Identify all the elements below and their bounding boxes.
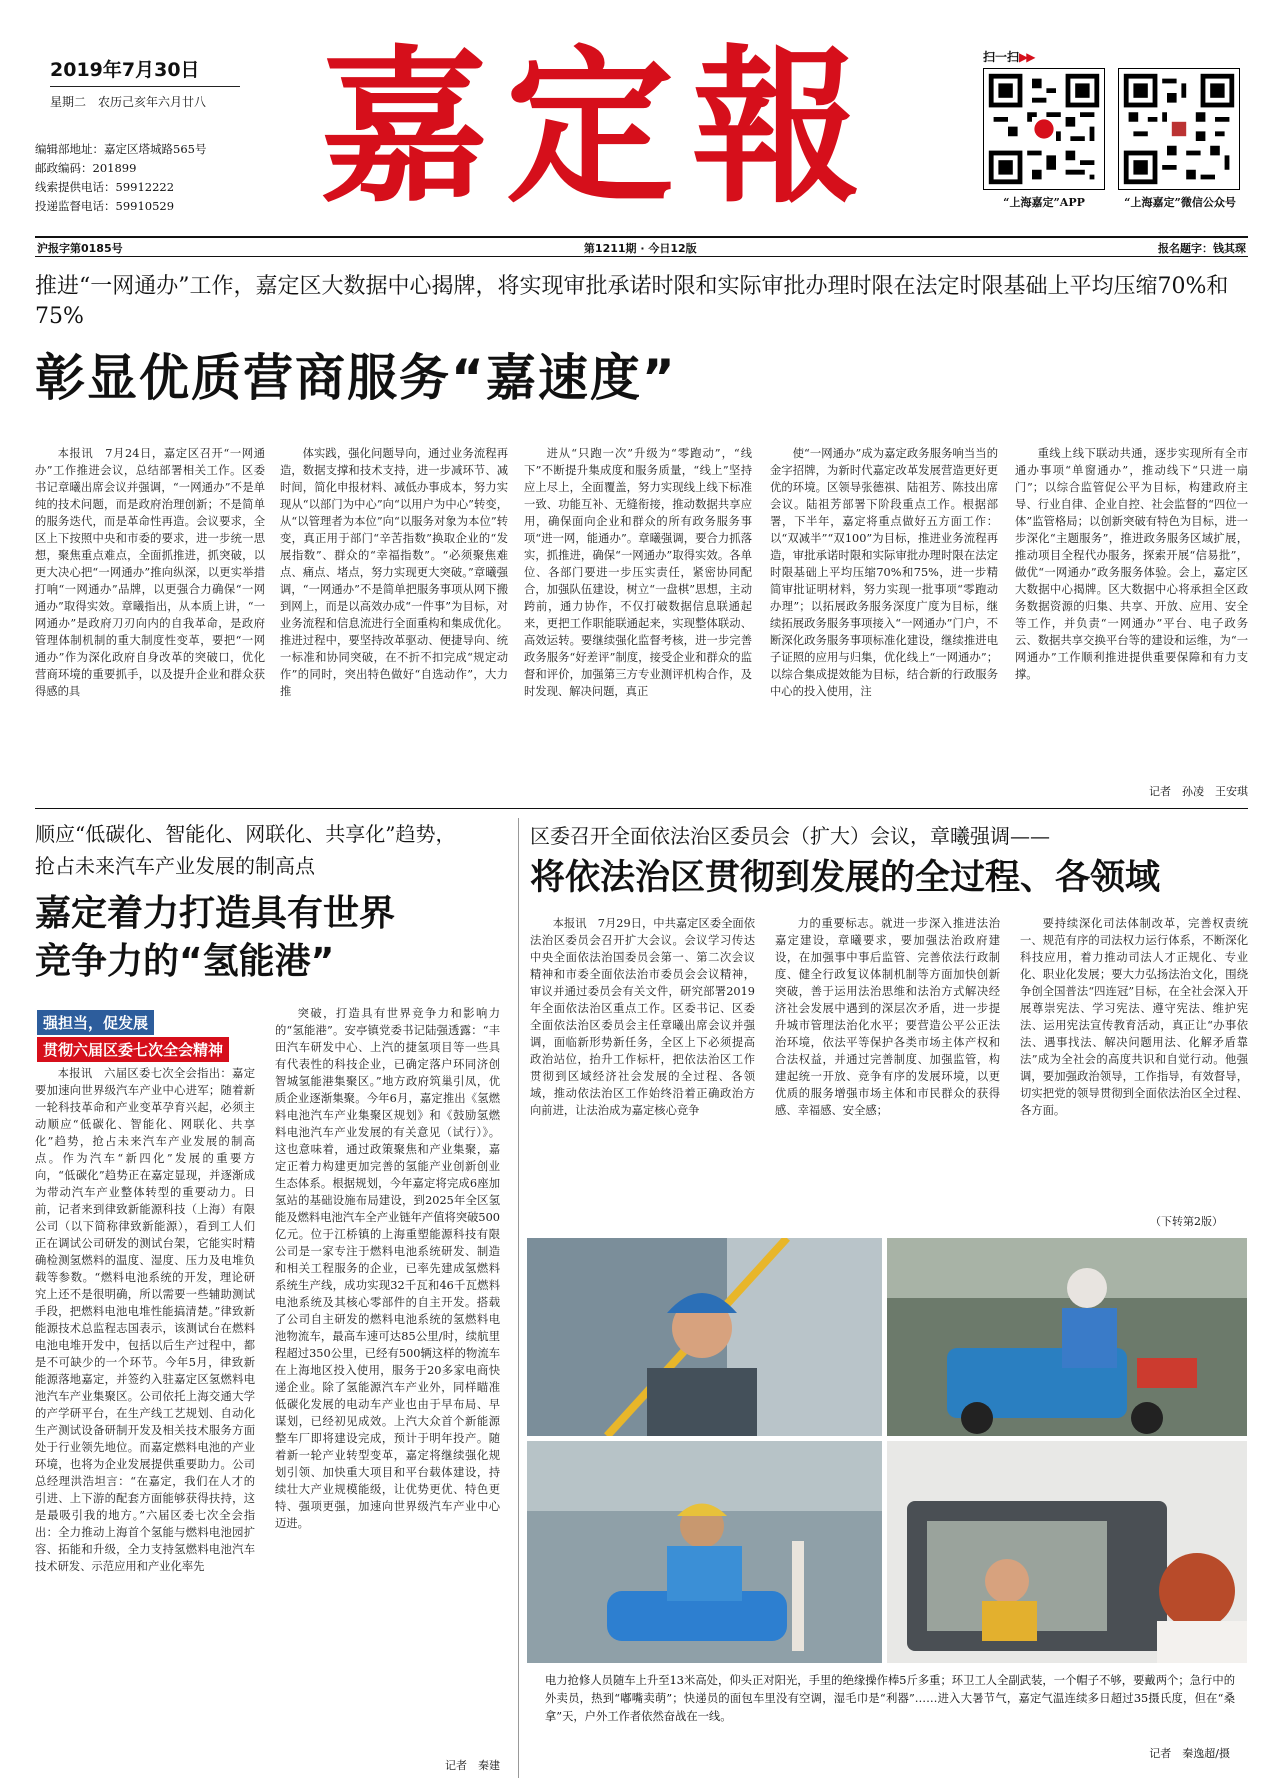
- law-headline: 将依法治区贯彻到发展的全过程、各领域: [530, 858, 1161, 898]
- photo-caption: 电力抢修人员随车上升至13米高处，仰头正对阳光，手里的绝缘操作棒5斤多重；环卫工人全副武装，一个帽子不够，要戴两个；急行中的外卖员，热到“嘟嘴卖萌”；快递员的面包车里没有空调，湿毛巾是“利器”……进入大暑节气，嘉定气温连续多日超过35摄氏度，但在“桑拿”天，户外工作者依然奋战在一线。: [545, 1674, 1235, 1723]
- photo-sanitation-worker: [887, 1238, 1247, 1436]
- paragraph: 重线上线下联动共通，逐步实现所有全市通办事项“单窗通办”，推动线下“只进一扇门”；以综合监管促公平为目标，构建政府主导、行业自律、企业自控、社会监督的“四位一体”监管格局；以创新突破有特色为目标，进一步深化“主题服务”，推进政务服务区域扩展，推动项目全程代办服务，探索开展“信易批”，做优“一网通办”政务服务体验。会上，嘉定区大数据中心揭牌。区大数据中心将承担全区政务数据资源的归集、共享、开放、应用、安全等工作，并负责“一网通办”平台、电子政务云、数据共享交换平台等的建设和运维，为“一网通办”工作顺利推进提供重要保障和有力支撑。: [1015, 447, 1248, 681]
- masthead-logo: 嘉定報: [320, 28, 878, 226]
- scan-label: 扫一扫: [983, 50, 1020, 64]
- kicker-line: 顺应“低碳化、智能化、网联化、共享化”趋势，: [35, 822, 456, 846]
- qr-wechat-caption: “上海嘉定”微信公众号: [1124, 196, 1236, 209]
- qr-app-caption: “上海嘉定”APP: [1003, 196, 1085, 209]
- lead-kicker: 推进“一网通办”工作，嘉定区大数据中心揭牌，将实现审批承诺时限和实际审批办理时限在法定时限基础上平均压缩70%和75%: [35, 274, 1229, 329]
- photo-illustration: [527, 1441, 882, 1663]
- info-line: 邮政编码：201899: [35, 161, 137, 175]
- hydrogen-column: [275, 1005, 500, 1750]
- lead-column: [280, 445, 508, 785]
- paragraph: 本报讯 7月24日，嘉定区召开“一网通办”工作推进会议，总结部署相关工作。区委书记章曦出席会议并强调，“一网通办”不是单纯的技术问题，而是政府治理创新；不是简单的服务迭代，而是革命性再造。会议要求，全区上下按照中央和市委的要求，进一步统一思想，聚焦重点难点，全面抓推进，抓突破，以更大决心把“一网通办”推向纵深，以更实举措打响“一网通办”品牌，以更强合力确保“一网通办”取得实效。章曦指出，从本质上讲，“一网通办”是政府刀刃向内的自我革命，是政府管理体制机制的重大制度性变革，要把“一网通办”作为深化政府自身改革的突破口，优化营商环境的重要抓手，以及提升企业和群众获得感的具: [35, 447, 265, 698]
- info-line: 线索提供电话：59912222: [35, 180, 175, 194]
- law-column: [1020, 915, 1248, 1210]
- hydrogen-byline: 记者 秦建: [445, 1759, 500, 1772]
- divider: [35, 808, 1248, 809]
- photo-byline: 记者 秦逸超/摄: [1149, 1747, 1230, 1760]
- paragraph: 本报讯 7月29日，中共嘉定区委全面依法治区委员会召开扩大会议。会议学习传达中央全面依法治国委员会第一、第二次会议精神和市委全面依法治市委员会会议精神，审议并通过委员会有关文件，研究部署2019年全面依法治区重点工作。区委书记、区委全面依法治区委员会主任章曦出席会议并强调，面临新形势新任务，全区上下必须提高政治站位，抬升工作标杆，把依法治区工作贯彻到区域经济社会发展的全过程、各领域，推动依法治区工作始终沿着正确政治方向前进，让法治成为嘉定核心竞争: [530, 917, 755, 1117]
- law-column: [530, 915, 755, 1225]
- lead-byline: 记者 孙凌 王安琪: [1149, 785, 1248, 798]
- lead-column: [524, 445, 752, 785]
- hydrogen-column: [35, 1065, 255, 1765]
- continued-note: （下转第2版）: [1150, 1215, 1223, 1228]
- hydrogen-headline: [35, 890, 395, 986]
- paragraph: 体实践，强化问题导向，通过业务流程再造，数据支撑和技术支持，进一步减环节、减时间，简化申报材料、减低办事成本，努力实现从“以部门为中心”向“以用户为中心”转变，从“以管理者为本位”向“以服务对象为本位”转变，真正用于部门“辛苦指数”换取企业的“发展指数”、群众的“幸福指数”。“必须聚焦难点、痛点、堵点，努力实现更大突破。”章曦强调，“一网通办”不是简单把服务事项从网下搬到网上，而是以高效办成“一件事”为目标，对业务流程和信息流进行全面重构和集成优化。推进过程中，要坚持改革驱动、便捷导向、统一标准和协同突破，在不折不扣完成“规定动作”的同时，突出特色做好“自选动作”，大力推: [280, 447, 508, 698]
- qr-wechat[interactable]: [1118, 68, 1240, 194]
- hydrogen-kicker: [35, 818, 455, 882]
- qr-code-icon: [983, 68, 1105, 190]
- headline-line: 竞争力的“氢能港”: [35, 941, 335, 982]
- info-line: 投递监督电话：59910529: [35, 199, 175, 213]
- section-tag: 强担当，促发展: [37, 1010, 154, 1035]
- paragraph: 本报讯 六届区委七次全会指出：嘉定要加速向世界级汽车产业中心进军；随着新一轮科技革命和产业变革孕育兴起，必须主动顺应“低碳化、智能化、网联化、共享化”趋势，抢占未来汽车产业发展的制高点。作为汽车“新四化”发展的重要方向，“低碳化”趋势正在嘉定显现，并逐渐成为带动汽车产业整体转型的重要动力。日前，记者来到律致新能源科技（上海）有限公司（以下简称律致新能源），看到工人们正在调试公司研发的测试台架，它能实时精确检测氢燃料的温度、湿度、压力及电堆负载等参数。“燃料电池系统的开发，理论研究上还不是很明确，所以需要一些辅助测试手段，把燃料电池电堆性能搞清楚。”律致新能源技术总监程志国表示，该测试台在燃料电池电堆开发中，包括以后生产过程中，都是不可缺少的一个环节。今年5月，律致新能源落地嘉定，并签约入驻嘉定区氢燃料电池汽车产业集聚区。公司依托上海交通大学的产学研平台，在生产线工艺规划、自动化生产测试设备研制开发及相关技术服务方面处于行业领先地位。而嘉定燃料电池的产业环境，也将为企业发展提供重要助力。公司总经理洪浩坦言：“在嘉定，我们在人才的引进、上下游的配套方面能够获得扶持，这是最吸引我的地方。”六届区委七次全会指出：全力推动上海首个氢能与燃料电池园扩容、拓能和升级，全力支持氢燃料电池汽车技术研发、示范应用和产业化率先: [35, 1067, 255, 1573]
- scan-prompt: [983, 48, 1033, 65]
- qr-app[interactable]: [983, 68, 1105, 194]
- divider: [518, 818, 519, 1778]
- paragraph: 突破，打造具有世界竞争力和影响力的“氢能港”。安亭镇党委书记陆强透露：“丰田汽车研发中心、上汽的捷氢项目等一些具有代表性的科技企业，已确定落户环同济创智城氢能港集聚区。”地方政府筑巢引凤，优质企业逐渐集聚。今年6月，嘉定推出《氢燃料电池汽车产业集聚区规划》和《鼓励氢燃料电池汽车产业发展的有关意见（试行）》。这也意味着，通过政策聚焦和产业集聚，嘉定正着力构建更加完善的氢能产业创新创业生态体系。根据规划，今年嘉定将完成6座加氢站的基础设施布局建设，到2025年全区氢能及燃料电池汽车全产业链年产值将突破500亿元。位于江桥镇的上海重塑能源科技有限公司是一家专注于燃料电池系统研发、制造和相关工程服务的企业，已率先建成氢燃料系统生产线，成功实现32千瓦和46千瓦燃料电池系统及其核心零部件的自主开发。搭载了公司自主研发的燃料电池系统的氢燃料电池物流车，最高车速可达85公里/时，续航里程超过350公里，已经有500辆这样的物流车在上海地区投入使用，服务于20多家电商快递企业。除了氢能源汽车产业外，同样瞄准低碳化发展的电动车产业也由于早布局、早谋划，已经初见成效。上汽大众首个新能源整车厂即将建设完成，预计于明年投产。随着新一轮产业转型变革，嘉定将继续强化规划引领、加快重大项目和平台载体建设，持续壮大产业规模能级，让优势更优、特色更特、强项更强，加速向世界级汽车产业中心迈进。: [275, 1007, 500, 1530]
- lead-column: [770, 445, 998, 785]
- contact-info: [35, 140, 206, 216]
- paragraph: 力的重要标志。就进一步深入推进法治嘉定建设，章曦要求，要加强法治政府建设，在加强事中事后监管、完善依法行政制度、健全行政复议体制机制等方面加快创新突破，善于运用法治思维和法治方式解决经济社会发展中遇到的深层次矛盾，进一步提升城市管理法治化水平；要营造公平公正法治环境，依法平等保护各类市场主体产权和合法权益，并通过完善制度、加强监管，构建起统一开放、竞争有序的发展环境，以更优质的服务增强市场主体和市民群众的获得感、幸福感、安全感；: [775, 917, 1000, 1117]
- issue-number: 第1211期 · 今日12版: [583, 242, 697, 255]
- title-calligraphy-credit: 报名题字：钱其琛: [1157, 242, 1246, 255]
- photo-illustration: [527, 1238, 882, 1436]
- paragraph: 进从“只跑一次”升级为“零跑动”，“线下”不断提升集成度和服务质量，“线上”坚持应上尽上，全面覆盖，努力实现线上线下标准一致、功能互补、无缝衔接，推动数据共享应用，确保面向企业和群众的所有政务服务事项“进一网，能通办”。章曦强调，要合力抓落实，抓推进，确保“一网通办”取得实效。各单位、各部门要进一步压实责任，紧密协同配合，加强队伍建设，树立“一盘棋”思想，主动跨前，通力协作，不仅打破数据信息联通起来，更把工作职能联通起来，实现整体联动、高效运转。要继续强化监督考核，进一步完善政务服务“好差评”制度，接受企业和群众的监督和评价，加强第三方专业测评机构合作，及时发现、解决问题，真正: [524, 447, 752, 698]
- paragraph: 要持续深化司法体制改革，完善权责统一、规范有序的司法权力运行体系，不断深化科技应用，着力推动司法人才正规化、专业化、职业化发展；要大力弘扬法治文化，围绕争创全国普法“四连冠”目标，在全社会深入开展尊崇宪法、学习宪法、遵守宪法、维护宪法、运用宪法宣传教育活动，真正让“办事依法、遇事找法、解决问题用法、化解矛盾靠法”成为全社会的高度共识和自觉行动。他强调，要加强政治领导，工作指导，有效督导，切实把党的领导贯彻到全面依法治区全过程、各方面。: [1020, 917, 1248, 1117]
- issue-bar: [35, 240, 1248, 256]
- photo-illustration: [887, 1238, 1247, 1436]
- issue-date: 2019年7月30日: [50, 59, 200, 81]
- license-number: 沪报字第0185号: [37, 242, 123, 255]
- kicker-line: 抢占未来汽车产业发展的制高点: [35, 854, 315, 878]
- headline-line: 嘉定着力打造具有世界: [35, 893, 396, 934]
- divider: [35, 256, 1248, 257]
- lead-column: [35, 445, 265, 785]
- weekday-lunar: 星期二 农历己亥年六月廿八: [50, 86, 240, 110]
- photo-delivery-rider: [527, 1441, 882, 1663]
- lead-column: [1015, 445, 1248, 775]
- arrow-icon: ▶▶: [1019, 50, 1034, 64]
- lead-headline: 彰显优质营商服务“嘉速度”: [35, 349, 677, 407]
- photo-power-repair: [527, 1238, 882, 1436]
- photo-illustration: [887, 1441, 1247, 1663]
- qr-code-icon: [1118, 68, 1240, 190]
- divider: [35, 236, 1248, 238]
- section-tag: 贯彻六届区委七次全会精神: [37, 1037, 229, 1062]
- law-kicker: 区委召开全面依法治区委员会（扩大）会议，章曦强调——: [530, 824, 1050, 848]
- law-column: [775, 915, 1000, 1225]
- paragraph: 使“一网通办”成为嘉定政务服务响当当的金字招牌，为新时代嘉定改革发展营造更好更优的环境。区领导张德祺、陆祖芳、陈技出席会议。陆祖芳部署下阶段重点工作。根据部署，下半年，嘉定将重点做好五方面工作：以“双减半”“双100”为目标，推进业务流程再造，审批承诺时限和实际审批办理时限在法定时限基础上平均压缩70%和75%，进一步精简审批证明材料，努力实现一批事项“零跑动办理”；以拓展政务服务深度广度为目标，继续拓展政务服务事项接入“一网通办”门户，不断深化政务服务事项标准化建设，继续推进电子证照的应用与归集，优化线上“一网通办”；以综合集成提效能为目标，结合新的行政服务中心的投入使用，注: [770, 447, 998, 698]
- info-line: 编辑部地址：嘉定区塔城路565号: [35, 142, 207, 156]
- photo-courier-van: [887, 1441, 1247, 1663]
